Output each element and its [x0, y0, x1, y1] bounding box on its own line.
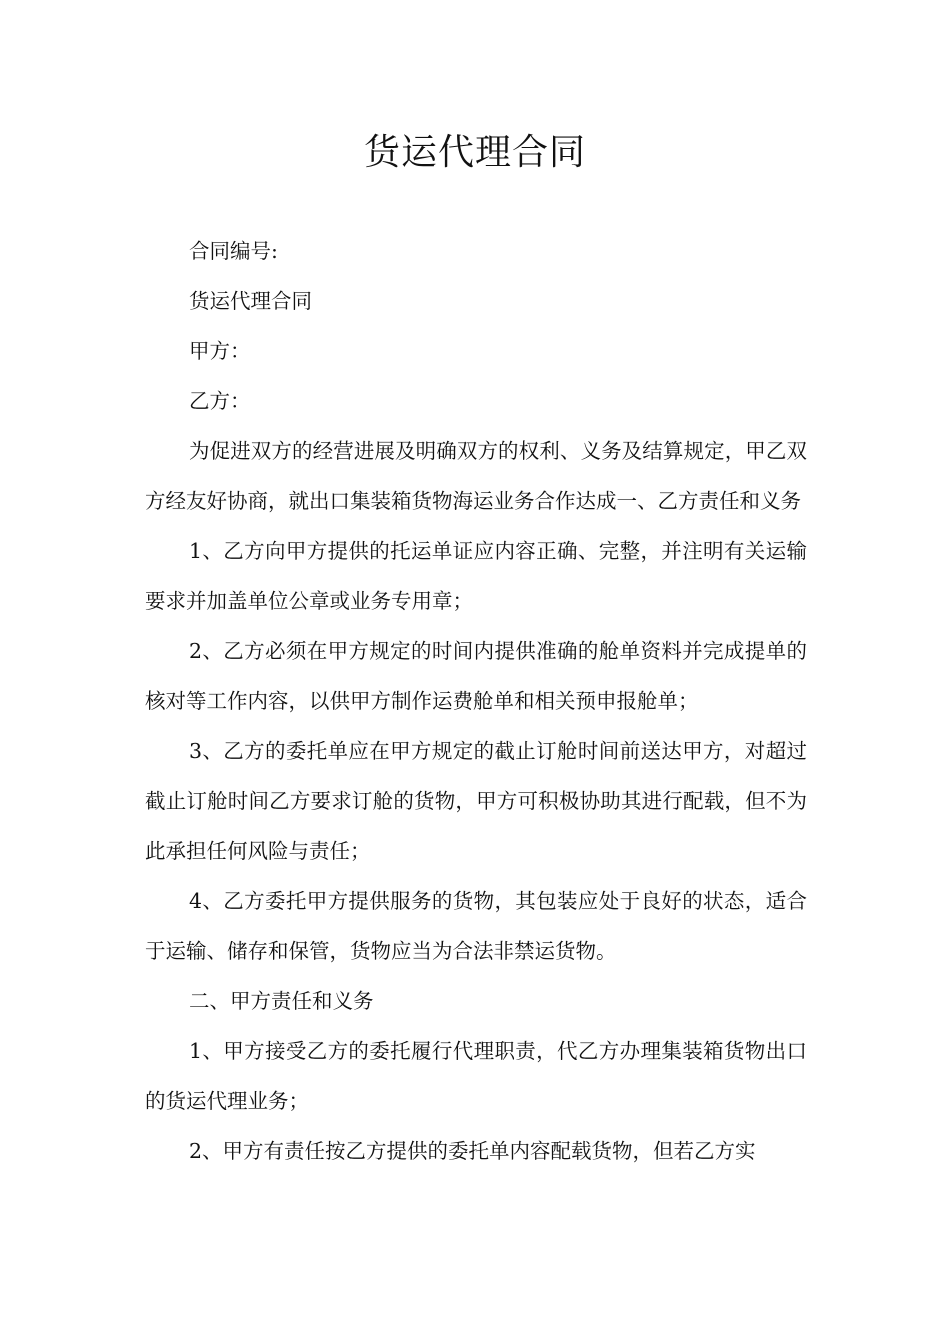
clause-a-2: 2、甲方有责任按乙方提供的委托单内容配载货物，但若乙方实: [189, 1139, 756, 1163]
clause-b-4: 4、乙方委托甲方提供服务的货物，其包装应处于良好的状态，适合于运输、储存和保管，货物应当为合法非禁运货物。: [145, 889, 807, 963]
section-heading-party-a: 二、甲方责任和义务: [189, 989, 374, 1013]
contract-name-line: 货运代理合同: [189, 289, 312, 313]
document-title: 货运代理合同: [363, 132, 586, 173]
party-b-line: 乙方：: [189, 389, 251, 413]
document-body: [145, 226, 807, 1176]
contract-number-line: 合同编号:: [189, 239, 278, 263]
clause-b-1: 1、乙方向甲方提供的托运单证应内容正确、完整，并注明有关运输要求并加盖单位公章或业务专用章；: [145, 539, 807, 613]
clause-a-1: 1、甲方接受乙方的委托履行代理职责，代乙方办理集装箱货物出口的货运代理业务；: [145, 1039, 807, 1113]
preamble-paragraph: 为促进双方的经营进展及明确双方的权利、义务及结算规定，甲乙双方经友好协商，就出口集装箱货物海运业务合作达成一、乙方责任和义务: [145, 439, 807, 513]
party-a-line: 甲方：: [189, 339, 251, 363]
clause-b-3: 3、乙方的委托单应在甲方规定的截止订舱时间前送达甲方，对超过截止订舱时间乙方要求订舱的货物，甲方可积极协助其进行配载，但不为此承担任何风险与责任；: [145, 739, 807, 863]
clause-b-2: 2、乙方必须在甲方规定的时间内提供准确的舱单资料并完成提单的核对等工作内容，以供甲方制作运费舱单和相关预申报舱单；: [145, 639, 807, 713]
